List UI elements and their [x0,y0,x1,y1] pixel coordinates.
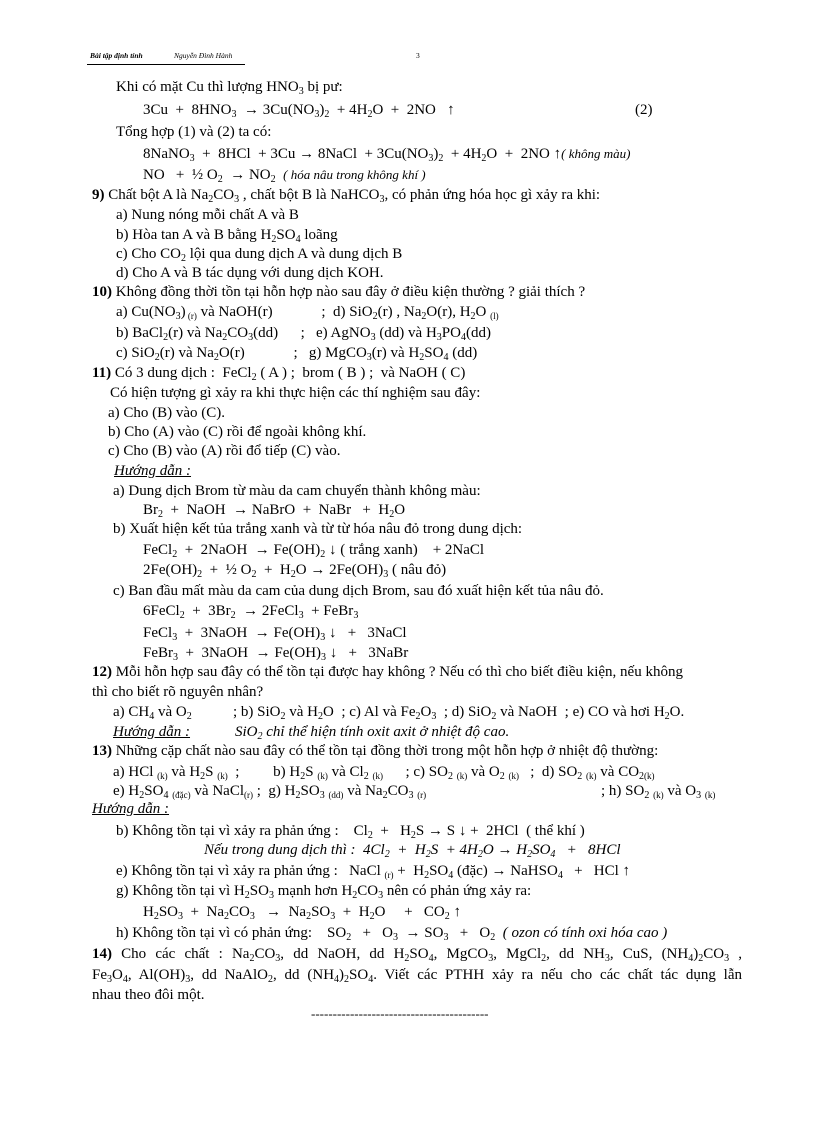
g13-h-text: h) Không tồn tại vì có phản ứng: [116,925,313,941]
q10-row3: c) SiO$_2$(r) và $Na_2O(r)$ ; g) MgCO$_3$(r) và $H_2SO_4$ (dd) [116,345,478,363]
q13-text: Những cặp chất nào sau đây có thể tồn tại đồng thời trong một hỗn hợp ở nhiệt độ thường: [115,743,659,759]
eq-fecl2-br2: 6FeCl$_2$ + $3Br_2$ → 2FeCl$_3$ + FeBr$_3$ [143,603,359,621]
q13-row2-h: ; h) $SO_2$ $_{(k)}$ và $O_3$ $_{(k)}$ [601,783,716,801]
q13-row2: e) $H_2SO_4$ $_{(đặc)}$ và NaCl$_{(r)}$ ; g) $H_2SO_3$ $_{(dd)}$ và $Na_2CO_3$ $_{(r)}$ [113,783,427,801]
page-number: 3 [416,51,420,60]
note-gas: ( thể khí ) [526,823,585,839]
header-author: Nguyễn Đình Hành [174,51,233,60]
note-brown: ( hóa nâu trong không khí ) [283,167,426,182]
question-14: 14) Cho các chất : $Na_2CO_3$, dd NaOH, dd $H_2SO_4$, MgCO$_3$, MgCl$_2$, dd $NH_3$, CuS, $(NH_4)_2CO_3$ , [92,946,742,964]
q11-c: c) Cho (B) vào (A) rồi đổ tiếp (C) vào. [108,443,341,459]
question-11: 11) Có 3 dung dịch : FeCl$_2$ ( A ) ; brom ( B ) ; và NaOH ( C) [92,365,466,383]
eq-fecl2-naoh: FeCl$_2$ + 2NaOH → $Fe(OH)_2$ ↓ ( trắng xanh) + 2NaCl [143,542,485,560]
g13-b2: Nếu trong dung dịch thì : $4Cl_2 + H_2S + 4H_2O \to H_2SO_4 + 8HCl$ [204,842,621,860]
note-ozone: ( ozon có tính oxi hóa cao ) [502,925,668,941]
g13-b2-text: Nếu trong dung dịch thì : [204,842,356,858]
q12-text: Mỗi hỗn hợp sau đây có thể tồn tại được hay không ? Nếu có thì cho biết điều kiện, nếu không [115,664,683,680]
g11-b: b) Xuất hiện kết tủa trắng xanh và từ từ hóa nâu đỏ trong dung dịch: [113,521,523,537]
eq-h2so3-na2co3: $H_2SO_3 + Na_2CO_3 \to Na_2SO_3 + H_2O$ + $CO_2$ ↑ [143,904,461,922]
eq-br2-naoh: $Br_2$ + NaOH → NaBrO + NaBr + $H_2O$ [143,502,406,520]
question-14-cont: $Fe_3O_4$, $Al(OH)_3$, dd NaAlO$_2$, dd $(NH_4)_2SO_4$. Viết các PTHH xảy ra nếu cho các chất tác dụng lẫn [92,967,743,985]
g11-c: c) Ban đầu mất màu da cam của dung dịch Brom, sau đó xuất hiện kết tủa nâu đỏ. [113,583,604,599]
line-sum: Tổng hợp (1) và (2) ta có: [116,124,272,140]
eq-feoh2-o2: $2Fe(OH)_2$ + ½ $O_2 + H_2O \to 2Fe(OH)_3$ ( nâu đỏ) [143,562,447,580]
question-12: 12) Mỗi hỗn hợp sau đây có thể tồn tại được hay không ? Nếu có thì cho biết điều kiện, nếu không [92,664,683,680]
q11-b: b) Cho (A) vào (C) rồi để ngoài không khí. [108,424,367,440]
header-rule [87,64,245,65]
question-13: 13) Những cặp chất nào sau đây có thể tồn tại đồng thời trong một hỗn hợp ở nhiệt độ thường: [92,743,659,759]
guide-heading-12: Hướng dẫn : [113,724,191,740]
q11-a: a) Cho (B) vào (C). [108,405,226,421]
q10-text: Không đồng thời tồn tại hỗn hợp nào sau đây ở điều kiện thường ? giải thích ? [115,284,586,300]
question-14-end: nhau theo đôi một. [92,987,205,1003]
note-red-brown: ( nâu đỏ) [392,562,447,578]
q9-c: c) Cho $CO_2$ lội qua dung dịch A và dung dịch B [116,246,403,264]
eq-fecl3-naoh: FeCl$_3$ + 3NaOH → $Fe(OH)_3$ ↓ + 3NaCl [143,625,407,643]
q9-d: d) Cho A và B tác dụng với dung dịch KOH. [116,265,384,281]
header-title: Bài tập định tính [90,51,143,60]
question-10: 10) Không đồng thời tồn tại hỗn hợp nào sau đây ở điều kiện thường ? giải thích ? [92,284,586,300]
g13-g: g) Không tồn tại vì $H_2SO_3$ mạnh hơn $H_2CO_3$ nên có phản ứng xảy ra: [116,883,532,901]
q9-a: a) Nung nóng mỗi chất A và B [116,207,299,223]
equation-no2: NO + ½ $O_2 \to NO_2$ ( hóa nâu trong không khí ) [143,167,426,185]
equation-2-label: (2) [635,102,653,118]
equation-2: $3Cu + 8HNO_3 \to 3Cu(NO_3)_2 + 4H_2O + 2NO$ ↑ [143,102,455,120]
q13-row1: a) HCl $_{(k)}$ và $H_2S$ $_{(k)}$ ; b) $H_2S$ $_{(k)}$ và $Cl_2$ $_{(k)}$ ; c) $SO_2$ $_{(k)}$ và $O_2$ $_{(k)}$ ; d) $SO_2$ $_{(k)}$ và $CO_{2(k)}$ [113,764,655,782]
equation-sum: 8NaNO$_3$ + 8HCl + 3Cu → 8NaCl + $3Cu(NO_3)_2 + 4H_2O + 2NO$ ↑( không màu) [143,146,631,164]
q11-intro: Có hiện tượng gì xảy ra khi thực hiện các thí nghiệm sau đây: [110,385,481,401]
guide-heading-13: Hướng dẫn : [92,801,170,817]
question-9: 9) Chất bột A là $Na_2CO_3$ , chất bột B là NaHCO$_3$, có phản ứng hóa học gì xảy ra khi: [92,187,601,205]
question-12-cont: thì cho biết rõ nguyên nhân? [92,684,264,700]
q10-row2: b) BaCl$_2$(r) và $Na_2CO_3(dd)$ ; e) AgNO$_3$ (dd) và $H_3PO_4(dd)$ [116,325,491,343]
g13-b-text: b) Không tồn tại vì xảy ra phản ứng : [116,823,339,839]
q9-b: b) Hòa tan A và B bằng $H_2SO_4$ loãng [116,227,338,245]
q10-row1: a) $Cu(NO_3)$ $_{(r)}$ và NaOH(r) ; d) SiO$_2$(r) , $Na_2O(r)$, $H_2O$ $_{(l)}$ [116,304,499,322]
line-cu-hno3: Khi có mặt Cu thì lượng $HNO_3$ bị pư: [116,79,343,97]
g13-e-text: e) Không tồn tại vì xảy ra phản ứng : [116,863,338,879]
g13-e: e) Không tồn tại vì xảy ra phản ứng : NaCl $_{(r)} + H_2SO_4$ (đặc) → NaHSO$_4$ + HCl ↑ [116,863,631,881]
eq-febr3-naoh: FeBr$_3$ + 3NaOH → $Fe(OH)_3$ ↓ + 3NaBr [143,645,409,663]
note-white-green: ( trắng xanh) [340,542,418,558]
note-colorless: ( không màu) [561,146,631,161]
q12-items: a) $CH_4$ và $O_2$ ; b) SiO$_2$ và $H_2O$ ; c) Al và $Fe_2O_3$ ; d) SiO$_2$ và NaOH ; e) CO và hơi $H_2O$. [113,704,685,722]
g13-h: h) Không tồn tại vì có phản ứng: $SO_2 + O_3 \to SO_3 + O_2$ ( ozon có tính oxi hóa cao ) [116,925,668,943]
g12: Hướng dẫn : SiO$_2$ chỉ thể hiện tính oxit axit ở nhiệt độ cao. [113,724,510,742]
separator: ----------------------------------------- [311,1006,489,1021]
g13-b: b) Không tồn tại vì xảy ra phản ứng : $Cl_2 + H_2S \to S$ ↓ + 2HCl ( thể khí ) [116,823,585,841]
guide-heading-11: Hướng dẫn : [114,463,192,479]
g11-a: a) Dung dịch Brom từ màu da cam chuyển thành không màu: [113,483,481,499]
